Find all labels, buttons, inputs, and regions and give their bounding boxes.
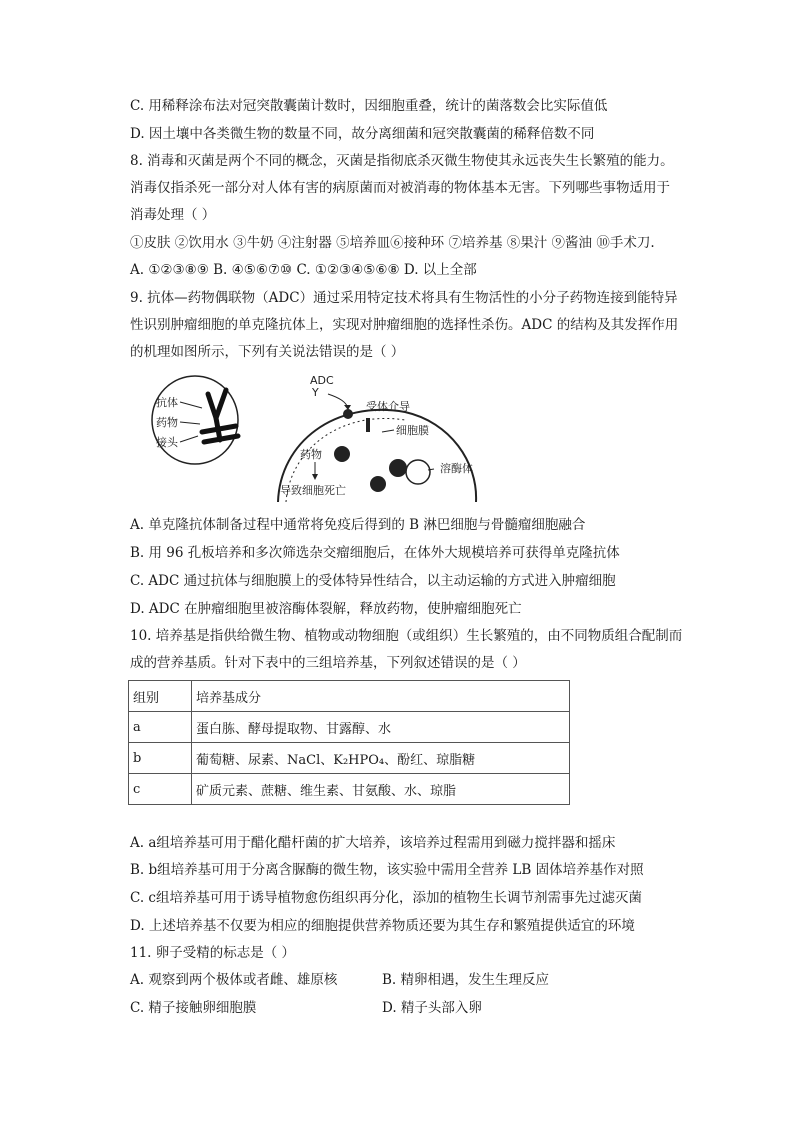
linker-label: 接头 [156, 436, 178, 449]
q10-stem-2: 成的营养基质。针对下表中的三组培养基，下列叙述错误的是（ ） [130, 655, 526, 671]
receptor-label: 受体介导 [366, 400, 410, 413]
adc-diagram [150, 372, 480, 502]
q9-stem-2: 性识别肿瘤细胞的单克隆抗体上，实现对肿瘤细胞的选择性杀伤。ADC 的结构及其发挥作用 [130, 317, 679, 333]
table-cell: 蛋白胨、酵母提取物、甘露醇、水 [192, 712, 570, 743]
internalized-adc-icons [334, 409, 407, 492]
q9-stem-1: 9. 抗体—药物偶联物（ADC）通过采用特定技术将具有生物活性的小分子药物连接到能特异 [130, 290, 678, 306]
q10-option-a: A. a组培养基可用于醋化醋杆菌的扩大培养，该培养过程需用到磁力搅拌器和摇床 [130, 835, 616, 851]
q10-option-d: D. 上述培养基不仅要为相应的细胞提供营养物质还要为其生存和繁殖提供适宜的环境 [130, 918, 635, 934]
q9-option-b: B. 用 96 孔板培养和多次筛选杂交瘤细胞后，在体外大规模培养可获得单克隆抗体 [130, 545, 620, 561]
table-cell: b [129, 743, 192, 774]
table-header-cell: 组别 [129, 681, 192, 712]
table-cell: 葡萄糖、尿素、NaCl、K₂HPO₄、酚红、琼脂糖 [192, 743, 570, 774]
q11-option-a: A. 观察到两个极体或者雌、雄原核 [130, 972, 338, 988]
q7-option-d: D. 因土壤中各类微生物的数量不同，故分离细菌和冠突散囊菌的稀释倍数不同 [130, 126, 595, 142]
medium-table [128, 680, 570, 805]
table-row [129, 743, 570, 774]
q9-option-c: C. ADC 通过抗体与细胞膜上的受体特异性结合，以主动运输的方式进入肿瘤细胞 [130, 573, 616, 589]
q11-option-c: C. 精子接触卵细胞膜 [130, 1000, 257, 1016]
q9-option-d: D. ADC 在肿瘤细胞里被溶酶体裂解，释放药物，使肿瘤细胞死亡 [130, 601, 522, 617]
table-cell: 矿质元素、蔗糖、维生素、甘氨酸、水、琼脂 [192, 774, 570, 805]
q11-option-b: B. 精卵相遇，发生生理反应 [382, 972, 550, 988]
table-row [129, 712, 570, 743]
lysosome-label: 溶酶体 [440, 462, 473, 475]
table-cell: a [129, 712, 192, 743]
drug2-label: 药物 [300, 448, 322, 461]
q8-items: ①皮肤 ②饮用水 ③牛奶 ④注射器 ⑤培养皿⑥接种环 ⑦培养基 ⑧果汁 ⑨酱油 ⑩手术刀. [130, 235, 655, 251]
q8-stem-1: 8. 消毒和灭菌是两个不同的概念，灭菌是指彻底杀灭微生物使其永远丧失生长繁殖的能力。 [130, 153, 674, 169]
q9-option-a: A. 单克隆抗体制备过程中通常将免疫后得到的 B 淋巴细胞与骨髓瘤细胞融合 [130, 517, 586, 533]
q8-stem-3: 消毒处理（ ） [130, 207, 216, 223]
q10-stem-1: 10. 培养基是指供给微生物、植物或动物细胞（或组织）生长繁殖的，由不同物质组合配制而 [130, 628, 683, 644]
lysosome-icon [406, 460, 430, 484]
table-header-cell: 培养基成分 [192, 681, 570, 712]
antibody-label: 抗体 [156, 396, 178, 409]
q8-options: A. ①②③⑧⑨ B. ④⑤⑥⑦⑩ C. ①②③④⑤⑥⑧ D. 以上全部 [130, 262, 477, 278]
q8-stem-2: 消毒仅指杀死一部分对人体有害的病原菌而对被消毒的物体基本无害。下列哪些事物适用于 [130, 180, 670, 196]
membrane-label: 细胞膜 [396, 424, 429, 437]
adc-small-icon: Y [312, 386, 319, 399]
table-row [129, 774, 570, 805]
q11-option-d: D. 精子头部入卵 [382, 1000, 482, 1016]
q9-stem-3: 的机理如图所示，下列有关说法错误的是（ ） [130, 344, 405, 360]
q10-option-b: B. b组培养基可用于分离含脲酶的微生物，该实验中需用全营养 LB 固体培养基作对照 [130, 862, 644, 878]
table-cell: c [129, 774, 192, 805]
adc-label: ADC [310, 374, 334, 387]
q11-stem: 11. 卵子受精的标志是（ ） [130, 945, 296, 961]
table-header-row [129, 681, 570, 712]
q10-option-c: C. c组培养基可用于诱导植物愈伤组织再分化，添加的植物生长调节剂需事先过滤灭菌 [130, 890, 642, 906]
drug-label: 药物 [156, 416, 178, 429]
death-label: 导致细胞死亡 [280, 484, 346, 497]
q7-option-c: C. 用稀释涂布法对冠突散囊菌计数时，因细胞重叠，统计的菌落数会比实际值低 [130, 98, 608, 114]
